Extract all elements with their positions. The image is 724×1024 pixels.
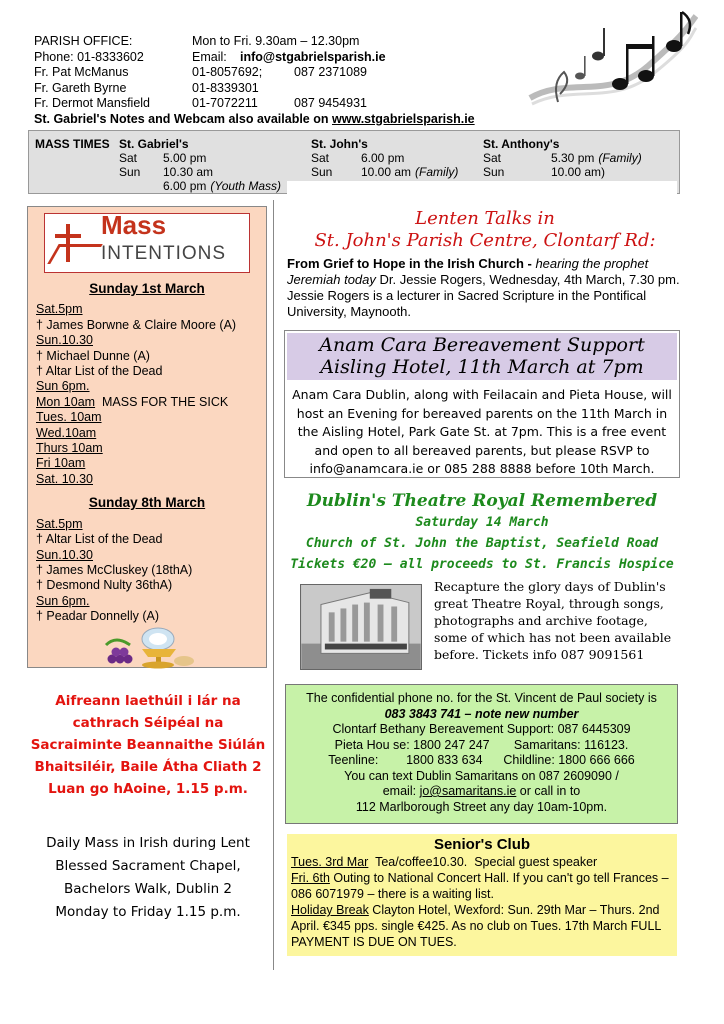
intention-text: Thurs 10am	[36, 441, 103, 456]
list-item	[36, 548, 258, 563]
mass-times-box	[28, 130, 680, 194]
header-value: 087 2371089	[294, 65, 367, 79]
church-roof-icon	[47, 244, 103, 264]
intention-text: Sat. 10.30	[36, 471, 93, 486]
website-link[interactable]: www.stgabrielsparish.ie	[332, 111, 475, 126]
list-item	[36, 517, 258, 532]
theatre-photo-icon	[300, 584, 422, 670]
intention-text: † Altar List of the Dead	[36, 532, 163, 547]
lenten-talk-subtitle: hearing the prophet Jeremiah today	[287, 256, 649, 287]
helpline: You can text Dublin Samaritans on 087 2609090 /	[344, 768, 619, 783]
mass-note: (Youth Mass)	[210, 179, 282, 193]
header-label: Fr. Gareth Byrne	[34, 80, 127, 95]
anam-cara-subtitle: Aisling Hotel, 11th March at 7pm	[320, 356, 644, 378]
header-row-priest	[34, 96, 554, 112]
theatre-royal	[284, 490, 680, 662]
intention-text: Mon 10am	[36, 394, 96, 409]
mass-time-row	[483, 165, 642, 179]
header-row-phone	[34, 50, 554, 66]
list-item	[36, 578, 258, 593]
anam-cara-header	[287, 333, 677, 380]
church-name: St. Gabriel's	[119, 137, 189, 151]
mass-time: 10.30 am	[163, 165, 214, 179]
list-item	[36, 456, 258, 471]
list-item	[36, 364, 258, 379]
intention-text: Sat.5pm	[36, 302, 83, 317]
mass-time-row	[311, 165, 458, 179]
mass-times-label: MASS TIMES	[35, 137, 110, 151]
list-item	[36, 410, 258, 425]
mass-time: 5.30 pm	[551, 151, 595, 165]
mass-day: Sun	[119, 165, 141, 179]
header-label: Fr. Dermot Mansfield	[34, 96, 151, 110]
intention-text: † Altar List of the Dead	[36, 364, 163, 379]
church-name: St. John's	[311, 137, 368, 151]
intentions-list-1	[36, 302, 258, 487]
header-row-priest	[34, 81, 554, 97]
church-st-johns	[311, 137, 458, 179]
seniors-text: Tea/coffee10.30. Special guest speaker	[368, 855, 598, 869]
address-line: 112 Marlborough Street any day 10am-10pm.	[355, 799, 608, 814]
intention-text: Wed.10am	[36, 425, 97, 440]
mass-time-row	[311, 151, 458, 165]
mass-day	[119, 179, 163, 193]
seniors-club-box	[287, 834, 677, 956]
anam-cara-body: Anam Cara Dublin, along with Feilacain and Pieta House, will host an Evening for bereaved parents on the 11th March in the Aisling Hotel, Park Gate St. at 7pm. This is a free event and open to all bereaved parents, but please RSVP to info@anamcara.ie or 085 288 8888 before 10th March.	[292, 387, 672, 476]
intention-text: † Desmond Nulty 36thA)	[36, 578, 173, 593]
theatre-date: Saturday 14 March	[415, 515, 549, 530]
mass-day: Sat	[311, 151, 330, 165]
mass-time: 6.00 pm	[163, 179, 207, 193]
list-item	[36, 302, 258, 317]
header-row-office	[34, 34, 554, 50]
list-item	[36, 563, 258, 578]
anam-cara-title: Anam Cara Bereavement Support	[319, 334, 645, 356]
seniors-date: Tues. 3rd Mar	[291, 855, 369, 869]
theatre-venue: Church of St. John the Baptist, Seafield Road	[305, 536, 659, 551]
samaritans-email-link[interactable]: jo@samaritans.ie	[419, 784, 517, 798]
irish-line: Bhaitsiléir, Baile Átha Cliath 2	[34, 759, 262, 775]
mass-day: Sun	[483, 165, 505, 179]
email-rest: or call in to	[516, 784, 581, 798]
seniors-item	[291, 854, 673, 870]
mass-day: Sat	[483, 151, 502, 165]
email-link[interactable]: info@stgabrielsparish.ie	[240, 49, 386, 64]
church-st-gabriels	[119, 137, 281, 193]
list-item	[36, 609, 258, 624]
header-value: 01-8057692;	[192, 65, 263, 79]
seniors-item	[291, 902, 673, 950]
mass-times-overlay	[287, 181, 677, 194]
intention-text: Sat.5pm	[36, 516, 83, 531]
header-label: Phone: 01-8333602	[34, 49, 144, 64]
header-value: Mon to Fri. 9.30am – 12.30pm	[192, 34, 360, 48]
seniors-date: Fri. 6th	[291, 871, 330, 885]
mass-time: 6.00 pm	[361, 151, 405, 165]
mass-time: 5.00 pm	[163, 151, 207, 165]
mass-note: (Family)	[598, 151, 642, 165]
header-label: PARISH OFFICE:	[34, 34, 133, 48]
mass-day: Sun	[311, 165, 333, 179]
list-item	[36, 426, 258, 441]
intention-text: Sun 6pm.	[36, 593, 90, 608]
irish-line: cathrach Séipéal na	[72, 715, 224, 731]
helpline: Pieta Hou se: 1800 247 247 Samaritans: 116123.	[334, 737, 629, 752]
header-value: 01-7072211	[192, 96, 258, 110]
parish-header	[34, 34, 554, 127]
seniors-title: Senior's Club	[433, 836, 531, 853]
mass-day: Sat	[119, 151, 138, 165]
intentions-list-2	[36, 517, 258, 625]
seniors-text: Clayton Hotel, Wexford: Sun. 29th Mar – Thurs. 2nd April. €345 pps. single €425. As no club on Tues. 17th March FULL PAYMENT IS DUE ON TUES.	[291, 903, 661, 949]
intention-text: † Michael Dunne (A)	[36, 348, 150, 363]
theatre-title: Dublin's Theatre Royal Remembered	[306, 491, 658, 511]
irish-line: Luan go hAoine, 1.15 p.m.	[48, 781, 248, 797]
irish-mass-notice	[28, 690, 268, 800]
intention-text: † Peadar Donnelly (A)	[36, 609, 159, 624]
mass-time-row	[119, 179, 281, 193]
seniors-item	[291, 870, 673, 902]
lenten-talk-title: From Grief to Hope in the Irish Church -	[287, 256, 532, 271]
intention-text: Fri 10am	[36, 456, 86, 471]
helpline: Teenline: 1800 833 634 Childline: 1800 666 666	[328, 753, 635, 767]
mass-time-row	[119, 151, 281, 165]
lenten-title: Lenten Talks in	[415, 208, 555, 229]
helplines-box	[285, 684, 678, 824]
sunday-heading: Sunday 1st March	[89, 281, 205, 296]
intention-text: Tues. 10am	[36, 410, 102, 425]
header-label: Fr. Pat McManus	[34, 65, 129, 79]
header-value: 01-8339301	[192, 80, 259, 95]
mass-time-row	[483, 151, 642, 165]
intention-text: MASS FOR THE SICK	[95, 394, 229, 409]
svp-line: The confidential phone no. for the St. Vincent de Paul society is	[306, 691, 657, 705]
list-item	[36, 349, 258, 364]
mass-time: 10.00 am)	[551, 165, 606, 179]
daily-line: Blessed Sacrament Chapel,	[55, 858, 241, 874]
lenten-subtitle: St. John's Parish Centre, Clontarf Rd:	[314, 230, 656, 251]
header-value: 087 9454931	[294, 96, 367, 110]
mass-time-row	[119, 165, 281, 179]
sunday-heading: Sunday 8th March	[88, 495, 206, 511]
list-item	[36, 318, 258, 333]
webcam-notice	[34, 112, 554, 128]
lenten-talks	[287, 208, 683, 320]
intention-text: Sun.10.30	[36, 547, 93, 562]
list-item	[36, 532, 258, 547]
seniors-text: Outing to National Concert Hall. If you can't go tell Frances – 086 6071979 – there is a waiting list.	[291, 871, 669, 901]
helpline: Clontarf Bethany Bereavement Support: 087 6445309	[332, 722, 631, 736]
logo-line1: Mass	[101, 210, 167, 240]
chalice-icon	[98, 627, 198, 669]
church-name: St. Anthony's	[483, 137, 560, 151]
music-notes-icon	[528, 6, 698, 110]
list-item	[36, 594, 258, 609]
mass-note: (Family)	[415, 165, 459, 179]
daily-line: Monday to Friday 1.15 p.m.	[55, 904, 241, 920]
logo-line2: INTENTIONS	[101, 243, 227, 264]
intention-text: † James McCluskey (18thA)	[36, 562, 193, 577]
lenten-details: Dr. Jessie Rogers, Wednesday, 4th March, 7.30 pm. Jessie Rogers is a lecturer in Sacred Scripture in the Pontifical University, Maynooth.	[287, 272, 680, 319]
intention-text: † James Borwne & Claire Moore (A)	[36, 317, 237, 332]
email-line	[286, 784, 677, 800]
lenten-body	[287, 256, 683, 320]
list-item	[36, 441, 258, 456]
daily-line: Daily Mass in Irish during Lent	[46, 835, 250, 851]
daily-line: Bachelors Walk, Dublin 2	[63, 881, 233, 897]
irish-line: Sacraiminte Beannaithe Siúlán	[30, 737, 266, 753]
intention-text: Sun 6pm.	[36, 379, 90, 394]
column-divider	[273, 200, 274, 970]
email-label: email:	[382, 784, 420, 798]
list-item	[36, 333, 258, 348]
theatre-body: Recapture the glory days of Dublin's great Theatre Royal, through songs, photographs and archive footage, some of which has not been available before. Tickets info 087 9091561	[434, 579, 672, 662]
webcam-text: St. Gabriel's Notes and Webcam also available on	[34, 111, 329, 126]
theatre-tickets: Tickets €20 – all proceeds to St. Francis Hospice	[290, 557, 674, 572]
church-st-anthonys	[483, 137, 642, 179]
mass-intentions-box	[27, 206, 267, 668]
irish-line: Aifreann laethúil i lár na	[55, 693, 241, 709]
list-item	[36, 395, 258, 410]
list-item	[36, 472, 258, 487]
header-value: Email:	[192, 49, 227, 64]
seniors-date: Holiday Break	[291, 903, 369, 917]
mass-time: 10.00 am	[361, 165, 412, 179]
anam-cara-box	[284, 330, 680, 478]
intention-text: Sun.10.30	[36, 333, 93, 348]
daily-mass-irish	[28, 832, 268, 924]
header-row-priest	[34, 65, 554, 81]
mass-intentions-logo	[44, 210, 250, 273]
list-item	[36, 379, 258, 394]
svp-number: 083 3843 741 – note new number	[384, 706, 579, 721]
